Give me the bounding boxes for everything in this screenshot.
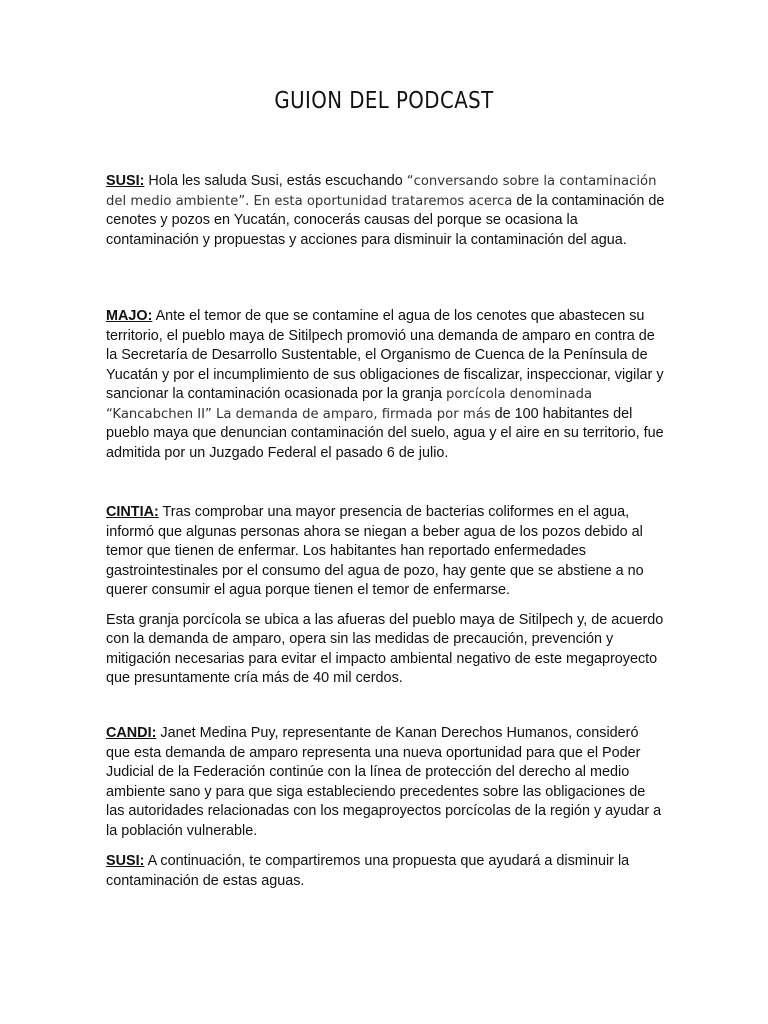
speaker-label: CANDI: (106, 725, 157, 741)
speaker-label: CINTIA: (106, 504, 159, 520)
dialogue-text: Ante el temor de que se contamine el agua de los cenotes que abastecen su territorio, el pueblo maya de Sitilpech promovió una demanda de amparo en contra de la Secretaría de Desarrollo Sustentable, el Organismo de Cuenca de la Península de Yucatán y por el incumplimiento de sus obligaciones de fiscalizar, inspeccionar, vigilar y sancionar la contaminación ocasionada por la granja (106, 308, 664, 402)
dialogue-text-quote: “conversando sobre la contaminación del medio ambiente”. En esta oportunidad trataremos acerca (106, 174, 657, 209)
dialogue-text: de 100 habitantes del pueblo maya que denuncian contaminación del suelo, agua y el aire en su territorio, fue admitida por un Juzgado Federal el pasado 6 de julio. (106, 405, 664, 461)
dialogue-paragraph: Esta granja porcícola se ubica a las afueras del pueblo maya de Sitilpech y, de acuerdo con la demanda de amparo, opera sin las medidas de precaución, prevención y mitigación necesarias para evitar el impacto ambiental negativo de este megaproyecto que presuntamente cría más de 40 mil cerdos. (106, 611, 664, 686)
dialogue-text: Tras comprobar una mayor presencia de bacterias coliformes en el agua, informó que algunas personas ahora se niegan a beber agua de los pozos debido al temor que tienen de enfermar. Los habitantes han reportado enfermedades gastrointestinales por el consumo del agua de pozo, hay gente que se abstiene a no querer consumir el agua porque tienen el temor de enfermarse. (106, 504, 644, 598)
dialogue-susi-2 (106, 852, 666, 891)
dialogue-candi (106, 724, 666, 841)
dialogue-cintia (106, 503, 666, 689)
speaker-label: SUSI: (106, 173, 145, 189)
page-title: GUION DEL PODCAST (274, 88, 494, 114)
dialogue-text-quote: porcícola denominada “Kancabchen II” La demanda de amparo, firmada por más (106, 387, 593, 422)
speaker-label: SUSI: (106, 853, 145, 869)
dialogue-susi-1 (106, 172, 666, 250)
dialogue-text: Janet Medina Puy, representante de Kanan Derechos Humanos, consideró que esta demanda de amparo representa una nueva oportunidad para que el Poder Judicial de la Federación continúe con la línea de protección del derecho al medio ambiente sano y para que siga estableciendo precedentes sobre las obligaciones de las autoridades relacionadas con los megaproyectos porcícolas de la región y ayudar a la población vulnerable. (106, 725, 662, 839)
dialogue-text: Hola les saluda Susi, estás escuchando (144, 173, 407, 189)
dialogue-text: de la contaminación de cenotes y pozos en Yucatán, conocerás causas del porque se ocasiona la contaminación y propuestas y acciones para disminuir la contaminación del agua. (106, 192, 665, 248)
dialogue-text: A continuación, te compartiremos una propuesta que ayudará a disminuir la contaminación de estas aguas. (106, 853, 630, 889)
speaker-label: MAJO: (106, 308, 153, 324)
dialogue-majo (106, 307, 666, 463)
